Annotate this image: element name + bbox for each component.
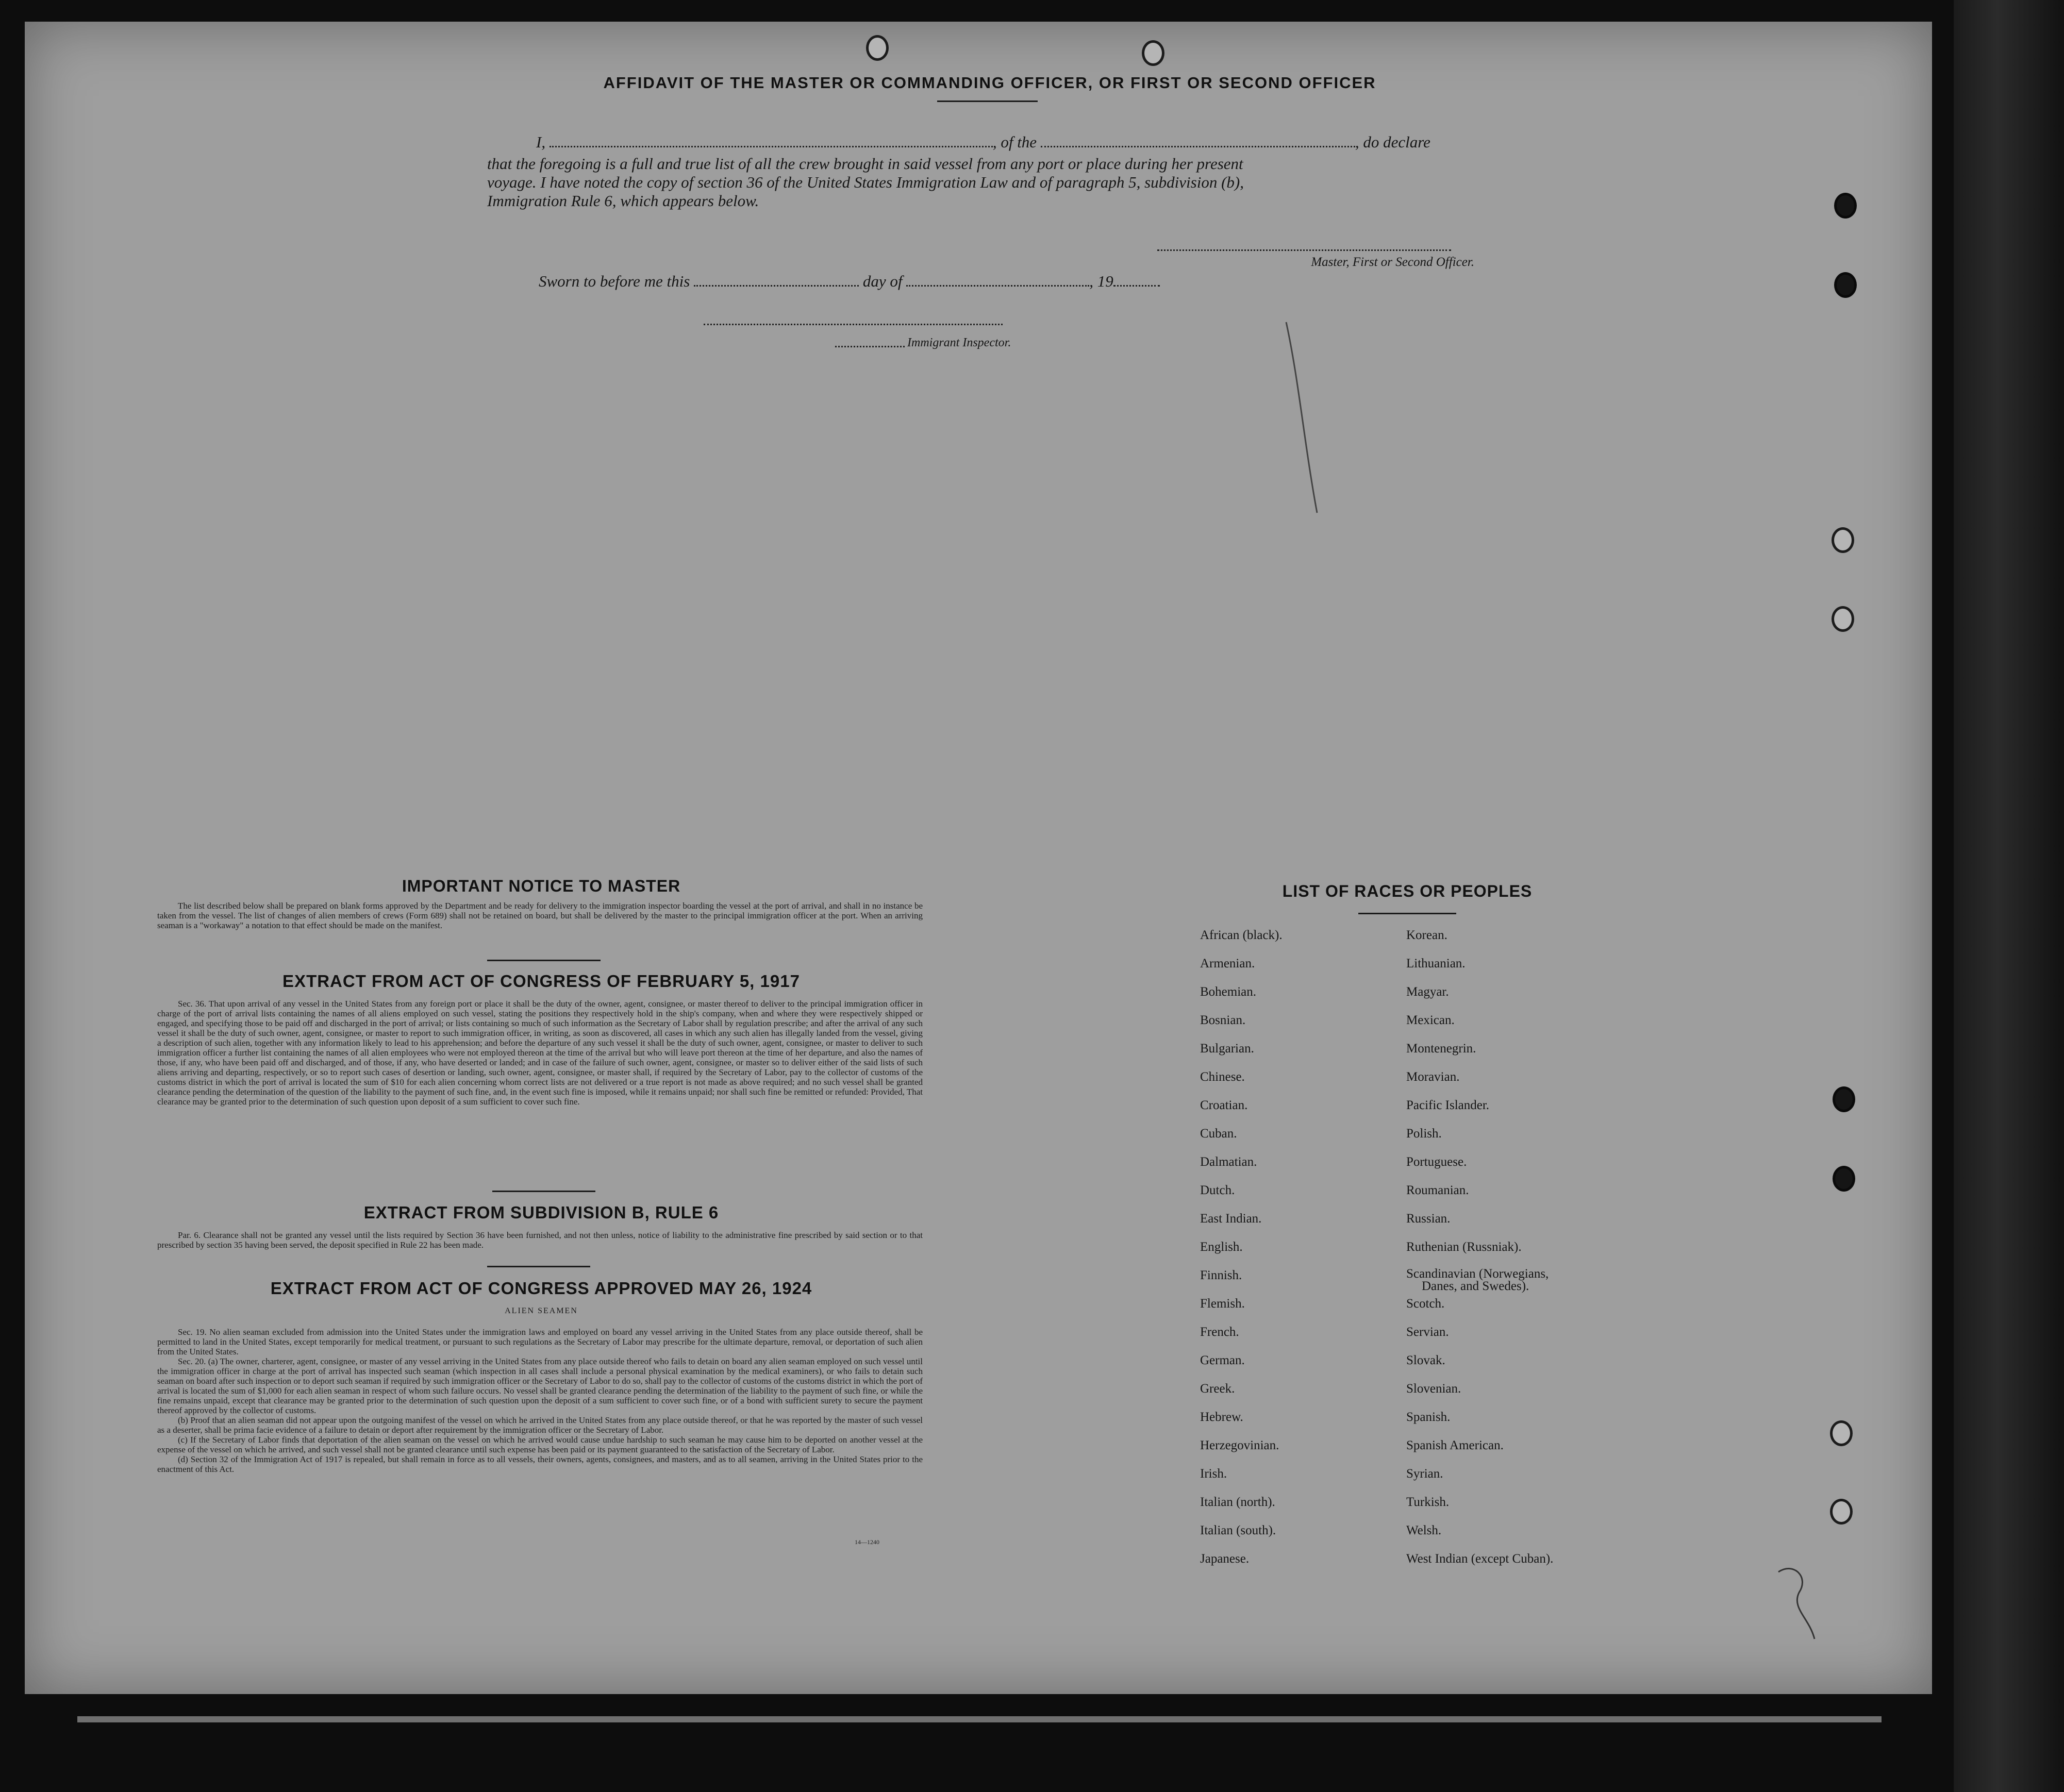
race-item: Greek. — [1200, 1382, 1235, 1396]
race-item — [1406, 1268, 1553, 1296]
race-item: West Indian (except Cuban). — [1406, 1552, 1554, 1566]
race-item: Dalmatian. — [1200, 1155, 1257, 1169]
race-item: German. — [1200, 1353, 1245, 1367]
master-signature-line[interactable] — [1157, 249, 1451, 251]
notice-text — [157, 901, 923, 930]
sworn-date-blank[interactable] — [694, 273, 859, 287]
affidavit-body — [487, 133, 1492, 210]
year-label: , 19 — [1089, 272, 1113, 290]
punch-hole — [1830, 1420, 1853, 1446]
affidavit-line-3: voyage. I have noted the copy of section 36 of the United States Immigration Law and of paragraph 5, subdivision (b), — [487, 173, 1244, 191]
vessel-blank[interactable] — [1041, 133, 1355, 147]
race-item: Servian. — [1406, 1325, 1449, 1339]
race-item: Irish. — [1200, 1467, 1227, 1481]
sworn-line — [539, 272, 1209, 291]
declare-label: , do declare — [1355, 133, 1430, 151]
binding-strip — [1954, 0, 2064, 1792]
race-item-line: Scandinavian (Norwegians, — [1406, 1267, 1549, 1281]
of-the-label: , of the — [992, 133, 1037, 151]
punch-hole — [1832, 606, 1854, 632]
race-item: Dutch. — [1200, 1183, 1235, 1197]
extract-1924-title: EXTRACT FROM ACT OF CONGRESS APPROVED MAY 26, 1924 — [270, 1279, 812, 1298]
race-item: French. — [1200, 1325, 1239, 1339]
affidavit-i-label: I, — [536, 133, 546, 151]
subdivision-title: EXTRACT FROM SUBDIVISION B, RULE 6 — [363, 1203, 719, 1222]
inspector-signature-line — [835, 346, 905, 347]
race-item: Turkish. — [1406, 1495, 1450, 1509]
race-item: Mexican. — [1406, 1013, 1455, 1027]
race-item: African (black). — [1200, 928, 1283, 942]
punch-hole — [1834, 193, 1857, 219]
sec-20b-paragraph: (b) Proof that an alien seaman did not appear upon the outgoing manifest of the vessel on which he arrived in the United States from any place outside thereof, or that he was reported by the master of such vessel as a deserter, shall be prima facie evidence of a failure to detain or deport after requirement by the immigration officer or the Secretary of Labor. — [157, 1415, 923, 1435]
race-item: Bohemian. — [1200, 985, 1257, 999]
race-item: Polish. — [1406, 1127, 1442, 1141]
race-item: Korean. — [1406, 928, 1447, 942]
races-left-column — [1200, 928, 1283, 1580]
affidavit-line-1 — [487, 133, 1492, 152]
section-rule — [487, 960, 601, 961]
sworn-year-blank[interactable] — [1113, 273, 1160, 287]
section-rule — [492, 1191, 595, 1192]
sec-20a-paragraph: Sec. 20. (a) The owner, charterer, agent, consignee, or master of any vessel arriving in the United States from any place outside thereof who fails to detain on board any alien seaman employed on such vessel until the immigration officer in charge at the port of arrival has inspected such seaman (which inspection in all cases shall include a personal physical examination by the medical examiners), or who fails to detain such seaman on board after such inspection or to deport such seaman if required by such immigration officer or the Secretary of Labor to do so, shall pay to the collector of customs of the customs district in which the port of arrival is located the sum of $1,000 for each alien seaman in respect of whom such failure occurs. No vessel shall be granted clearance pending the determination of the liability to the payment of such fine, or while the fine remains unpaid, except that clearance may be granted prior to the determination of such question upon the deposit of a sum sufficient to cover such fine, or of a bond with sufficient surety to secure the payment thereof approved by the collector of customs. — [157, 1356, 923, 1415]
race-item: Chinese. — [1200, 1070, 1245, 1084]
race-item: Montenegrin. — [1406, 1042, 1476, 1056]
sworn-month-blank[interactable] — [906, 273, 1089, 287]
race-item: Italian (south). — [1200, 1523, 1276, 1537]
punch-hole — [1142, 40, 1164, 66]
punch-hole — [1832, 527, 1854, 553]
race-item: Lithuanian. — [1406, 957, 1466, 970]
punch-hole — [1834, 272, 1857, 298]
extract-1917-text — [157, 999, 923, 1107]
sec-20d-paragraph: (d) Section 32 of the Immigration Act of 1917 is repealed, but shall remain in force as to all vessels, their owners, agents, consignees, and masters, and as to all seamen, arriving in the United States prior to the enactment of this Act. — [157, 1454, 923, 1474]
paper-edge — [77, 1716, 1882, 1722]
punch-hole — [1833, 1086, 1855, 1112]
affidavit-line-2: that the foregoing is a full and true list of all the crew brought in said vessel from any port or place during her present — [487, 155, 1243, 173]
race-item-line: Danes, and Swedes). — [1422, 1279, 1529, 1293]
extract-1924-text — [157, 1327, 923, 1474]
sworn-label: Sworn to before me this — [539, 272, 690, 290]
race-item: Herzegovinian. — [1200, 1438, 1279, 1452]
race-item: Hebrew. — [1200, 1410, 1243, 1424]
race-item: Croatian. — [1200, 1098, 1248, 1112]
inspector-signature-line[interactable] — [704, 324, 1003, 325]
notice-paragraph: The list described below shall be prepared on blank forms approved by the Department and be ready for delivery to the immigration inspector boarding the vessel at the port of arrival, and shall in no instance be taken from the vessel. The list of changes of alien members of crews (Form 689) shall not be retained on board, but shall be delivered by the master to the principal immigration officer at the port. When an arriving seaman is a "workaway" a notation to that effect should be made on the manifest. — [157, 901, 923, 930]
race-item: Italian (north). — [1200, 1495, 1275, 1509]
race-item: English. — [1200, 1240, 1243, 1254]
race-item: Ruthenian (Russniak). — [1406, 1240, 1522, 1254]
races-rule — [1358, 913, 1456, 914]
race-item: Moravian. — [1406, 1070, 1460, 1084]
affidavit-line-4: Immigration Rule 6, which appears below. — [487, 192, 759, 210]
notice-title: IMPORTANT NOTICE TO MASTER — [402, 877, 681, 895]
race-item: Welsh. — [1406, 1523, 1442, 1537]
race-item: Scotch. — [1406, 1297, 1445, 1311]
race-item: Flemish. — [1200, 1297, 1245, 1311]
sec-19-paragraph: Sec. 19. No alien seaman excluded from admission into the United States under the immigration laws and employed on board any vessel arriving in the United States from any place outside thereof, shall be permitted to land in the United States, except temporarily for medical treatment, or pursuant to such regulations as the Secretary of Labor may prescribe for the ultimate departure, removal, or deportation of such alien from the United States. — [157, 1327, 923, 1356]
race-item: Portuguese. — [1406, 1155, 1467, 1169]
races-right-column — [1406, 928, 1553, 1580]
sec-20c-paragraph: (c) If the Secretary of Labor finds that deportation of the alien seaman on the vessel on which he arrived would cause undue hardship to such seaman he may cause him to be deported on another vessel at the expense of the vessel on which he arrived, and such vessel shall not be granted clearance until such expense has been paid or its payment guaranteed to the satisfaction of the Secretary of Labor. — [157, 1435, 923, 1454]
race-item: Finnish. — [1200, 1268, 1242, 1282]
pencil-mark — [1773, 1562, 1820, 1644]
race-item: Pacific Islander. — [1406, 1098, 1490, 1112]
name-blank[interactable] — [550, 133, 993, 147]
pencil-mark — [1284, 320, 1320, 515]
race-item: Roumanian. — [1406, 1183, 1469, 1197]
races-title: LIST OF RACES OR PEOPLES — [1282, 882, 1533, 900]
master-signature-label: Master, First or Second Officer. — [1311, 255, 1474, 269]
race-item: Cuban. — [1200, 1127, 1237, 1141]
punch-hole — [1833, 1166, 1855, 1192]
race-item: Russian. — [1406, 1212, 1451, 1226]
race-item: Syrian. — [1406, 1467, 1443, 1481]
subdivision-text — [157, 1230, 923, 1250]
affidavit-title: AFFIDAVIT OF THE MASTER OR COMMANDING OFFICER, OR FIRST OR SECOND OFFICER — [603, 74, 1376, 92]
alien-seamen-subtitle: ALIEN SEAMEN — [505, 1307, 578, 1315]
race-item: Armenian. — [1200, 957, 1255, 970]
race-item: East Indian. — [1200, 1212, 1262, 1226]
form-number: 14—1240 — [855, 1538, 879, 1546]
par-6-paragraph: Par. 6. Clearance shall not be granted any vessel until the lists required by Section 36 have been furnished, and not then unless, notice of liability to the administrative fine prescribed by said section or to that prescribed by section 35 having been served, the deposit specified in Rule 22 has been made. — [157, 1230, 923, 1250]
race-item: Spanish. — [1406, 1410, 1451, 1424]
punch-hole — [866, 35, 889, 61]
extract-1917-title: EXTRACT FROM ACT OF CONGRESS OF FEBRUARY 5, 1917 — [282, 972, 800, 991]
title-rule — [937, 101, 1038, 102]
race-item: Slovenian. — [1406, 1382, 1461, 1396]
section-rule — [487, 1266, 590, 1267]
race-item: Magyar. — [1406, 985, 1449, 999]
race-item: Bulgarian. — [1200, 1042, 1254, 1056]
race-item: Spanish American. — [1406, 1438, 1504, 1452]
race-item: Bosnian. — [1200, 1013, 1246, 1027]
day-of-label: day of — [862, 272, 903, 290]
race-item: Japanese. — [1200, 1552, 1250, 1566]
inspector-label: Immigrant Inspector. — [907, 336, 1011, 349]
race-item: Slovak. — [1406, 1353, 1445, 1367]
punch-hole — [1830, 1499, 1853, 1525]
section-36-paragraph: Sec. 36. That upon arrival of any vessel in the United States from any foreign port or place it shall be the duty of the owner, agent, consignee, or master thereof to deliver to the principal immigration officer in charge of the port of arrival lists containing the names of all aliens employed on such vessel, stating the positions they respectively hold in the ship's company, when and where they were respectively shipped or engaged, and specifying those to be paid off and discharged in the port of arrival; or lists containing so much of such information as the Secretary of Labor shall by regulation prescribe; and after the arrival of any such vessel it shall be the duty of such owner, agent, consignee, or master to report to such immigration officer, in writing, as soon as discovered, all cases in which any such alien has illegally landed from the vessel, giving a description of such alien, together with any information likely to lead to his apprehension; and before the departure of any such vessel it shall be the duty of such owner, agent, consignee, or master to deliver to such immigration officer a further list containing the names of all alien employees who were not employed thereon at the time of the arrival but who will leave port thereon at the time of her departure, and also the names of those, if any, who have been paid off and discharged, and of those, if any, who have deserted or landed; and in case of the failure of such owner, agent, consignee, or master so to deliver either of the said lists of such aliens arriving and departing, respectively, or so to report such cases of desertion or landing, such owner, agent, consignee, or master shall, if required by the Secretary of Labor, pay to the collector of customs of the customs district in which the port of arrival is located the sum of $10 for each alien concerning whom correct lists are not delivered or a true report is not made as above required; and no such vessel shall be granted clearance pending the determination of the question of the liability to the payment of such fine, and, in the event such fine is imposed, while it remains unpaid; nor shall such fine be remitted or refunded: Provided, That clearance may be granted prior to the determination of such question upon deposit of a sum sufficient to cover such fine. — [157, 999, 923, 1107]
